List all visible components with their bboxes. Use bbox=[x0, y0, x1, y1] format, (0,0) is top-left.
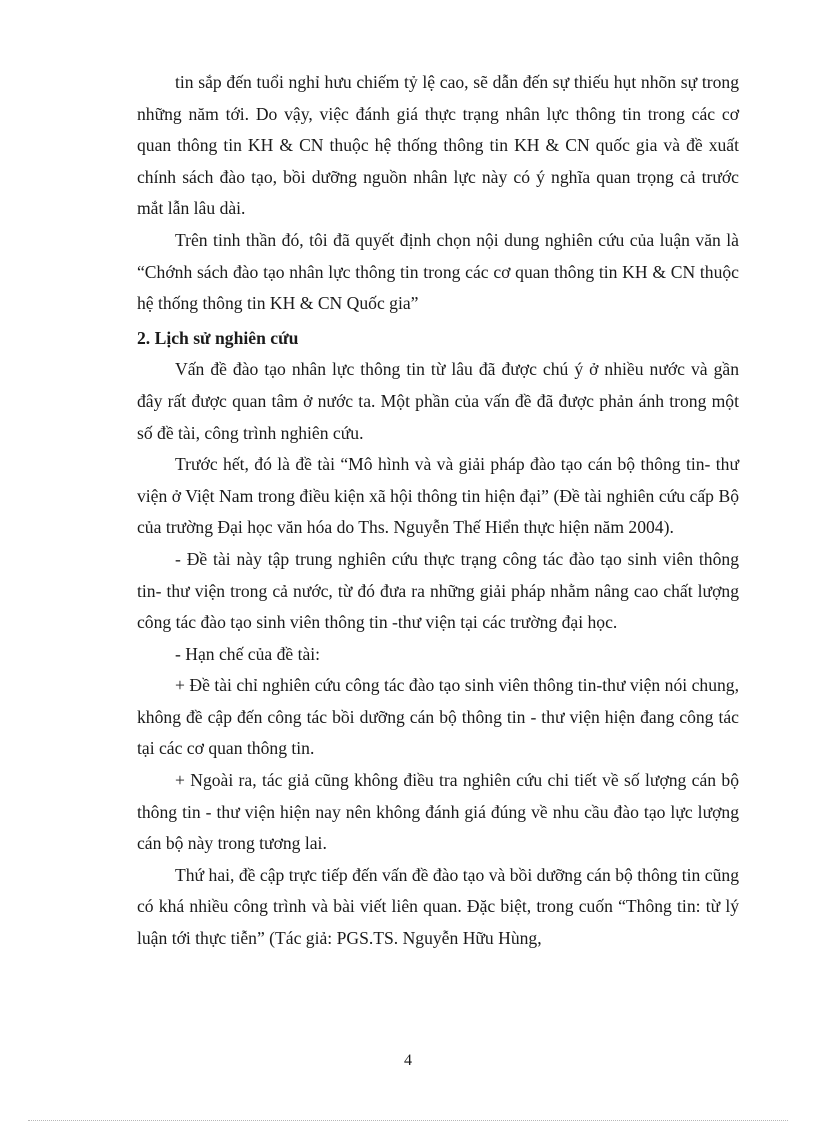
paragraph: tin sắp đến tuổi nghỉ hưu chiếm tỷ lệ cao, sẽ dẫn đến sự thiếu hụt nhõn sự trong những năm tới. Do vậy, việc đánh giá thực trạng nhân lực thông tin trong các cơ quan thông tin KH & CN thuộc hệ thống thông tin KH & CN quốc gia và đề xuất chính sách đào tạo, bồi dưỡng nguồn nhân lực này có ý nghĩa quan trọng cả trước mắt lẫn lâu dài. bbox=[137, 72, 739, 219]
paragraph: - Đề tài này tập trung nghiên cứu thực trạng công tác đào tạo sinh viên thông tin- thư viện trong cả nước, từ đó đưa ra những giải pháp nhằm nâng cao chất lượng công tác đào tạo sinh viên thông tin -thư viện tại các trường đại học. bbox=[137, 548, 739, 633]
paragraph: Vấn đề đào tạo nhân lực thông tin từ lâu đã được chú ý ở nhiều nước và gần đây rất được quan tâm ở nước ta. Một phần của vấn đề đã được phản ánh trong một số đề tài, công trình nghiên cứu. bbox=[137, 359, 739, 443]
paragraph: + Ngoài ra, tác giả cũng không điều tra nghiên cứu chi tiết về số lượng cán bộ thông tin - thư viện hiện nay nên không đánh giá đúng về nhu cầu đào tạo lực lượng cán bộ này trong tương lai. bbox=[137, 770, 739, 854]
paragraph: - Hạn chế của đề tài: bbox=[175, 643, 321, 664]
paragraph: Trên tinh thần đó, tôi đã quyết định chọn nội dung nghiên cứu của luận văn là “Chớnh sách đào tạo nhân lực thông tin trong các cơ quan thông tin KH & CN thuộc hệ thống thông tin KH & CN Quốc gia” bbox=[137, 229, 739, 314]
paragraph: Trước hết, đó là đề tài “Mô hình và và giải pháp đào tạo cán bộ thông tin- thư viện ở Việt Nam trong điều kiện xã hội thông tin hiện đại” (Đề tài nghiên cứu cấp Bộ của trường Đại học văn hóa do Ths. Nguyễn Thế Hiển thực hiện năm 2004). bbox=[137, 454, 739, 538]
paragraph: + Đề tài chỉ nghiên cứu công tác đào tạo sinh viên thông tin-thư viện nói chung, không đề cập đến công tác bồi dưỡng cán bộ thông tin - thư viện hiện đang công tác tại các cơ quan thông tin. bbox=[137, 675, 739, 759]
section-heading: 2. Lịch sử nghiên cứu bbox=[137, 327, 299, 348]
paragraph: Thứ hai, đề cập trực tiếp đến vấn đề đào tạo và bồi dưỡng cán bộ thông tin cũng có khá nhiều công trình và bài viết liên quan. Đặc biệt, trong cuốn “Thông tin: từ lý luận tới thực tiễn” (Tác giả: PGS.TS. Nguyễn Hữu Hùng, bbox=[137, 864, 739, 949]
page-divider bbox=[28, 1120, 788, 1121]
page-number: 4 bbox=[404, 1052, 412, 1069]
page-body bbox=[137, 67, 739, 955]
